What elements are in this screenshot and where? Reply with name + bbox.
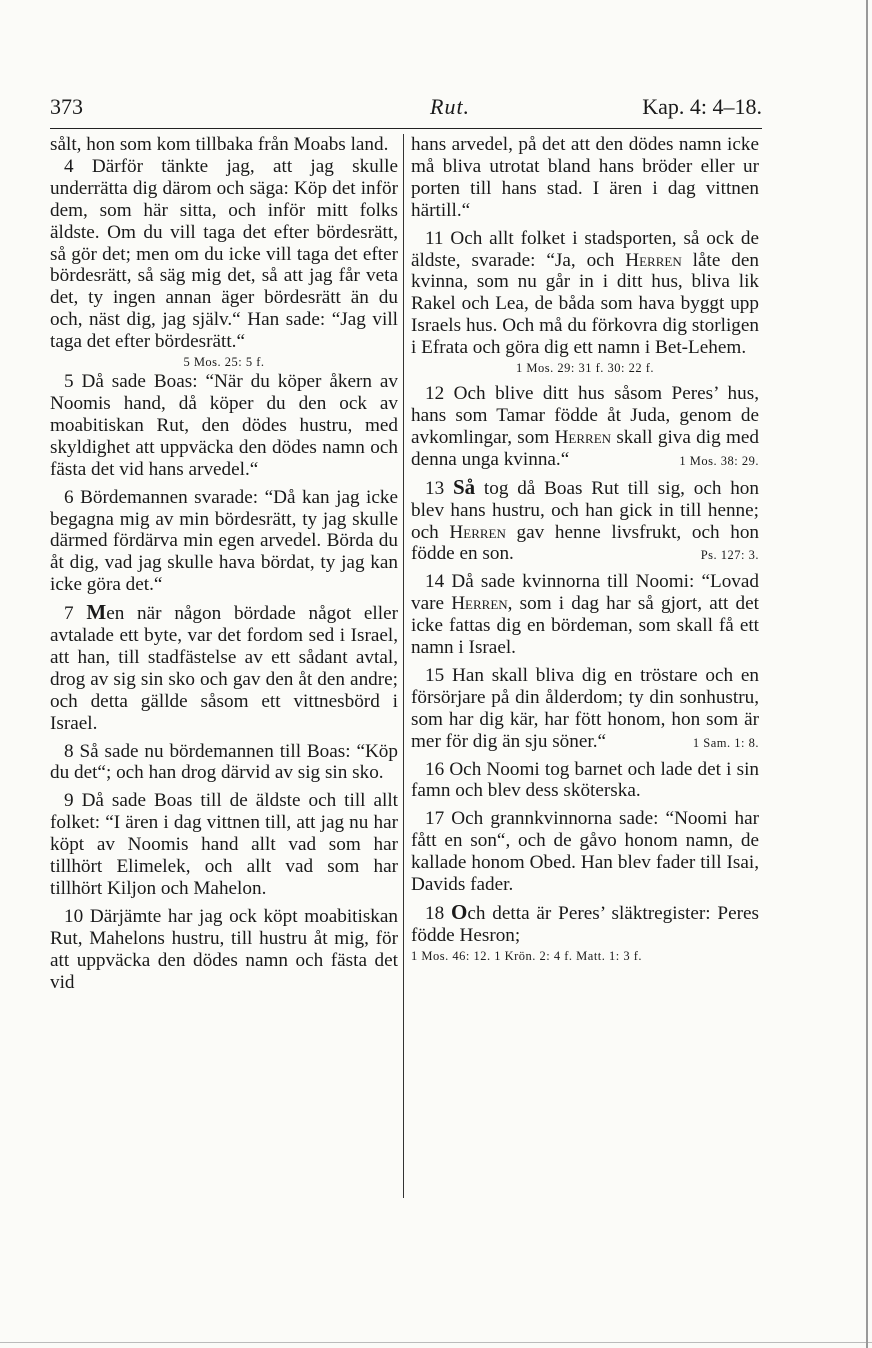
header-rule	[50, 128, 762, 129]
verse-13	[411, 474, 760, 566]
verse-14-text-b: , som i dag har så gjort, att det icke fattas dig en bördeman, som skall få ett namn i Israel.	[411, 593, 759, 659]
verse-7-number: 7	[64, 603, 74, 625]
page-right-edge	[866, 0, 868, 1348]
verse-13-text-a: tog då Boas Rut till sig, och hon blev hans hustru, och han gick in till henne; och	[411, 477, 759, 543]
verse-7	[50, 602, 398, 734]
verse-13-text-b: gav henne livsfrukt, och hon födde en son.	[411, 521, 760, 565]
verse-continuation: sålt, hon som kom tillbaka från Moabs land.	[50, 134, 389, 155]
verse-15-text: 15 Han skall bliva dig en tröstare och en försörjare på din ålderdom; ty din sonhustru, som har dig kär, har fött honom, hon som är mer för dig än sju söner.“	[411, 664, 759, 752]
section-initial: Så	[452, 474, 476, 499]
verse-16: 16 Och Noomi tog barnet och lade det i sin famn och blev dess sköterska.	[411, 758, 759, 802]
cross-reference: 1 Mos. 46: 12. 1 Krön. 2: 4 f. Matt. 1: 3 f.	[411, 948, 643, 963]
verse-continuation: hans arvedel, på det att den dödes namn icke må bliva utrotat bland hans bröder eller ur porten till hans stad. I ären i dag vittnen härtill.“	[411, 134, 759, 221]
page-header	[50, 94, 762, 126]
verse-4: 4 Därför tänkte jag, att jag skulle underrätta dig därom och säga: Köp det inför dem, som här sitta, och inför mitt folks äldste. Om du vill taga det efter bördesrätt, så gör det; men om du icke vill taga det efter bördesrätt, så säg mig det, så att jag får veta det, ty ingen annan äger bördesrätt än du och, näst dig, jag själv.“ Han sade: “Jag vill taga det efter bördesrätt.“	[50, 155, 398, 353]
cross-reference: Ps. 127: 3.	[700, 548, 759, 563]
verse-12-text-a: 12 Och blive ditt hus såsom Peres’ hus, hans som Tamar födde åt Juda, genom de avkomlingar, som	[411, 383, 759, 448]
divine-name: Herren	[451, 593, 508, 615]
verse-12	[411, 383, 759, 471]
cross-reference: 1 Mos. 29: 31 f. 30: 22 f.	[516, 361, 654, 376]
verse-14-text-a: 14 Då sade kvinnorna till Noomi: “Lovad vare	[411, 571, 759, 615]
verse-17: 17 Och grannkvinnorna sade: “Noomi har fått en son“, och de gåvo honom namn, de kallade honom Obed. Han blev fader till Isai, Davids fader.	[411, 808, 759, 896]
cross-reference: 1 Mos. 38: 29.	[679, 453, 759, 468]
page-bottom-edge	[0, 1342, 872, 1343]
verse-18-number: 18	[425, 903, 445, 924]
divine-name: Herren	[449, 521, 506, 543]
verse-9: 9 Då sade Boas till de äldste och till allt folket: “I ären i dag vittnen till, att jag nu har köpt av Noomis hand allt vad som har tillhört Elimelek, och allt vad som har tillhört Kiljon och Mahelon.	[50, 790, 398, 899]
left-column	[50, 134, 398, 994]
column-divider	[403, 134, 404, 1198]
verse-12-text-b: skall giva dig med denna unga kvinna.“	[411, 426, 760, 470]
verse-5: 5 Då sade Boas: “När du köper åkern av Noomis hand, då köper du den ock av moabitiskan Rut, den dödes hustru, med skyldighet att uppväcka den dödes namn och fästa det vid hans arvedel.“	[50, 371, 398, 480]
verse-14	[411, 571, 759, 659]
verse-11	[411, 228, 759, 359]
verse-7-text: en när någon bördade något eller avtalade ett byte, var det fordom sed i Israel, att han, till stadfästelse av ett sådant avtal, drog av sig sin sko och gav den åt den andre; och detta gällde såsom ett vittnesbörd i Israel.	[50, 603, 399, 734]
verse-18	[411, 902, 759, 947]
section-initial: M	[86, 600, 107, 625]
section-initial: O	[451, 900, 468, 924]
chapter-reference: Kap. 4: 4–18.	[642, 94, 762, 119]
verse-8: 8 Så sade nu bördemannen till Boas: “Köp du det“; och han drog därvid av sig sin sko.	[50, 740, 398, 784]
verse-10: 10 Därjämte har jag ock köpt moabitiskan Rut, Mahelons hustru, till hustru åt mig, för att uppväcka den dödes namn och fästa det vid	[50, 905, 398, 993]
verse-6: 6 Bördemannen svarade: “Då kan jag icke begagna mig av min bördesrätt, ty jag skulle därmed fördärva min egen arvedel. Börda du åt dig, vad jag skulle hava bördat, ty jag kan icke göra det.“	[50, 486, 398, 596]
verse-18-text: ch detta är Peres’ släktregister: Peres födde Hesron;	[411, 903, 759, 946]
book-title: Rut.	[430, 94, 471, 119]
verse-11-text-a: 11 Och allt folket i stadsporten, så ock de äldste, svarade: “Ja, och	[411, 227, 759, 271]
right-column	[411, 134, 759, 965]
verse-15	[411, 665, 759, 753]
divine-name: Herren	[625, 249, 682, 271]
cross-reference: 5 Mos. 25: 5 f.	[183, 355, 265, 370]
verse-11-text-b: låte den kvinna, som nu går in i ditt hus, bliva lik Rakel och Lea, de båda som hava byggt upp Israels hus. Och må du förkovra dig storligen i Efrata och göra dig ett namn i Bet-Lehem.	[411, 249, 760, 359]
divine-name: Herren	[554, 426, 612, 448]
page-number: 373	[50, 94, 83, 119]
verse-13-number: 13	[425, 477, 445, 499]
cross-reference: 1 Sam. 1: 8.	[692, 735, 759, 750]
